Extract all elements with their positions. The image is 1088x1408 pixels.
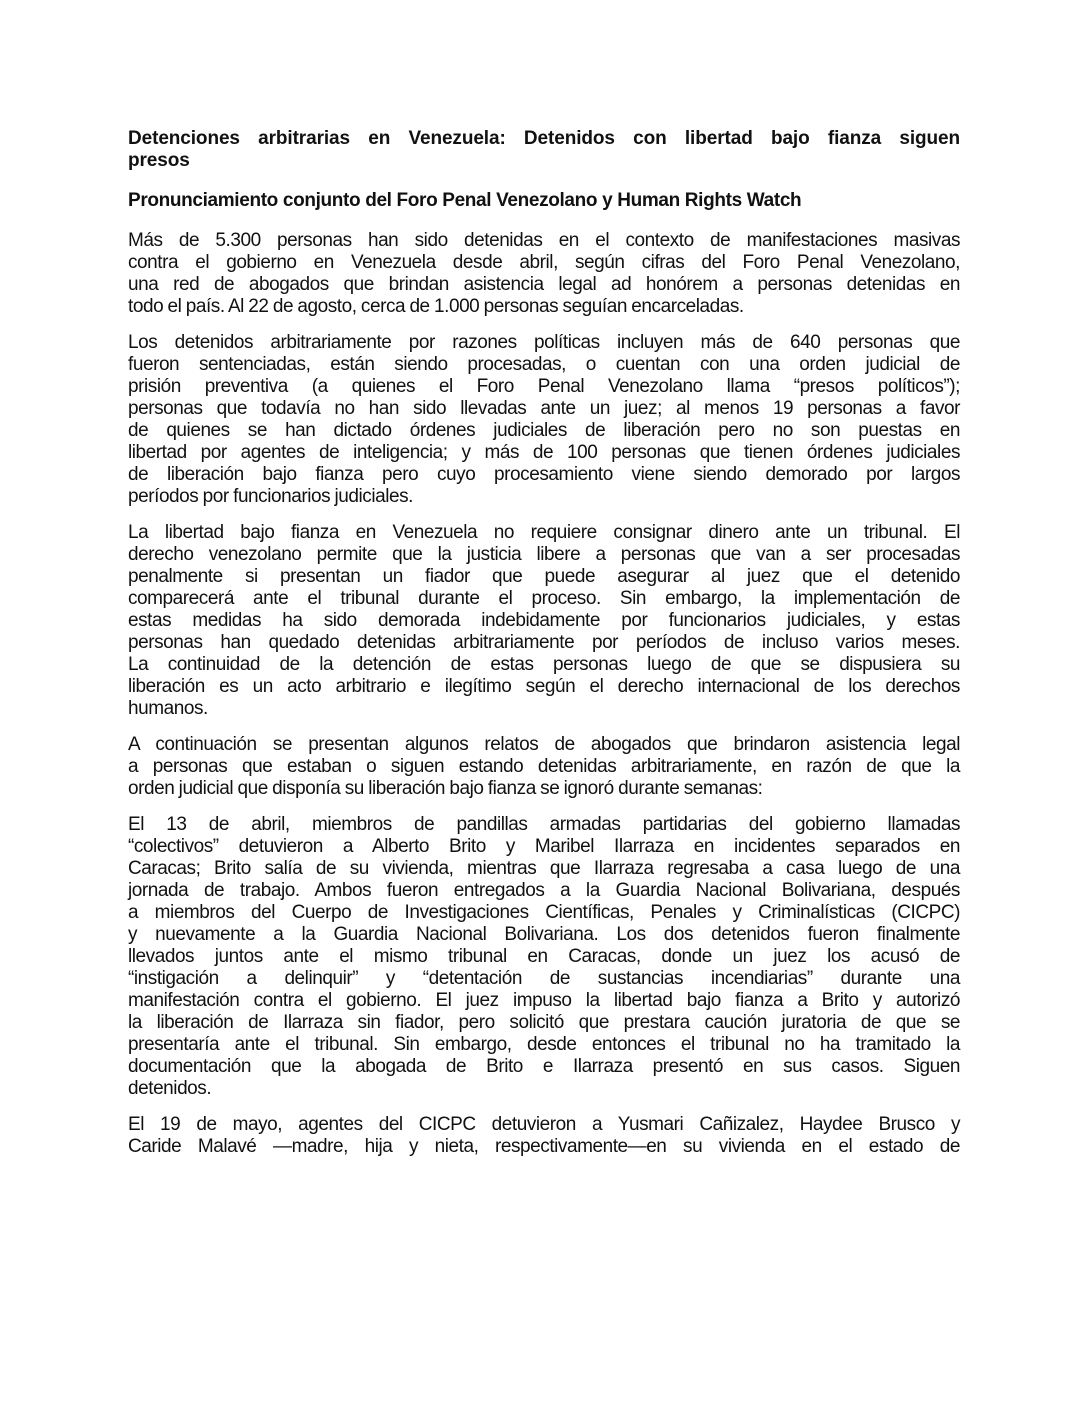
text-line: personas han quedado detenidas arbitrariamente por períodos de incluso varios meses. bbox=[128, 632, 960, 653]
paragraph-4 bbox=[128, 734, 960, 800]
text-line: períodos por funcionarios judiciales. bbox=[128, 486, 413, 507]
text-line: Los detenidos arbitrariamente por razones políticas incluyen más de 640 personas que bbox=[128, 332, 960, 353]
paragraph-6 bbox=[128, 1114, 960, 1158]
text-line: contra el gobierno en Venezuela desde abril, según cifras del Foro Penal Venezolano, bbox=[128, 252, 960, 273]
paragraph-1 bbox=[128, 230, 960, 318]
paragraph-3 bbox=[128, 522, 960, 720]
text-line: “instigación a delinquir” y “detentación de sustancias incendiarias” durante una bbox=[128, 968, 960, 989]
text-line: A continuación se presentan algunos relatos de abogados que brindaron asistencia legal bbox=[128, 734, 960, 755]
text-line: personas que todavía no han sido llevadas ante un juez; al menos 19 personas a favor bbox=[128, 398, 960, 419]
text-line: El 13 de abril, miembros de pandillas armadas partidarias del gobierno llamadas bbox=[128, 814, 960, 835]
text-line: penalmente si presentan un fiador que puede asegurar al juez que el detenido bbox=[128, 566, 960, 587]
text-line: El 19 de mayo, agentes del CICPC detuvieron a Yusmari Cañizalez, Haydee Brusco y bbox=[128, 1114, 960, 1135]
text-line: Más de 5.300 personas han sido detenidas en el contexto de manifestaciones masivas bbox=[128, 230, 960, 251]
text-line: presentaría ante el tribunal. Sin embargo, desde entonces el tribunal no ha tramitado la bbox=[128, 1034, 960, 1055]
text-line: llevados juntos ante el mismo tribunal en Caracas, donde un juez los acusó de bbox=[128, 946, 960, 967]
text-line: todo el país. Al 22 de agosto, cerca de 1.000 personas seguían encarceladas. bbox=[128, 296, 744, 317]
document-title bbox=[128, 128, 960, 172]
text-line: manifestación contra el gobierno. El juez impuso la libertad bajo fianza a Brito y autorizó bbox=[128, 990, 960, 1011]
text-line: fueron sentenciadas, están siendo procesadas, o cuentan con una orden judicial de bbox=[128, 354, 960, 375]
document-page bbox=[128, 128, 960, 1172]
text-line: documentación que la abogada de Brito e Ilarraza presentó en sus casos. Siguen bbox=[128, 1056, 960, 1077]
text-line: jornada de trabajo. Ambos fueron entregados a la Guardia Nacional Bolivariana, después bbox=[128, 880, 960, 901]
text-line: “colectivos” detuvieron a Alberto Brito y Maribel Ilarraza en incidentes separados en bbox=[128, 836, 960, 857]
text-line: prisión preventiva (a quienes el Foro Penal Venezolano llama “presos políticos”); bbox=[128, 376, 960, 397]
text-line: derecho venezolano permite que la justicia libere a personas que van a ser procesadas bbox=[128, 544, 960, 565]
text-line: a personas que estaban o siguen estando detenidas arbitrariamente, en razón de que la bbox=[128, 756, 960, 777]
text-line: una red de abogados que brindan asistencia legal ad honórem a personas detenidas en bbox=[128, 274, 960, 295]
paragraph-2 bbox=[128, 332, 960, 508]
text-line: liberación es un acto arbitrario e ilegítimo según el derecho internacional de los derechos bbox=[128, 676, 960, 697]
document-subtitle: Pronunciamiento conjunto del Foro Penal Venezolano y Human Rights Watch bbox=[128, 190, 802, 211]
text-line: Caride Malavé —madre, hija y nieta, respectivamente—en su vivienda en el estado de bbox=[128, 1136, 960, 1157]
text-line: estas medidas ha sido demorada indebidamente por funcionarios judiciales, y estas bbox=[128, 610, 960, 631]
text-line: La libertad bajo fianza en Venezuela no requiere consignar dinero ante un tribunal. El bbox=[128, 522, 960, 543]
text-line: orden judicial que disponía su liberación bajo fianza se ignoró durante semanas: bbox=[128, 778, 763, 799]
text-line: de quienes se han dictado órdenes judiciales de liberación pero no son puestas en bbox=[128, 420, 960, 441]
paragraph-5 bbox=[128, 814, 960, 1100]
text-line: la liberación de Ilarraza sin fiador, pero solicitó que prestara caución juratoria de que se bbox=[128, 1012, 960, 1033]
text-line: humanos. bbox=[128, 698, 208, 719]
text-line: detenidos. bbox=[128, 1078, 212, 1099]
title-line: Detenciones arbitrarias en Venezuela: Detenidos con libertad bajo fianza siguen bbox=[128, 128, 960, 149]
text-line: a miembros del Cuerpo de Investigaciones Científicas, Penales y Criminalísticas (CICPC) bbox=[128, 902, 960, 923]
text-line: comparecerá ante el tribunal durante el proceso. Sin embargo, la implementación de bbox=[128, 588, 960, 609]
text-line: y nuevamente a la Guardia Nacional Bolivariana. Los dos detenidos fueron finalmente bbox=[128, 924, 960, 945]
text-line: La continuidad de la detención de estas personas luego de que se dispusiera su bbox=[128, 654, 960, 675]
text-line: libertad por agentes de inteligencia; y más de 100 personas que tienen órdenes judiciales bbox=[128, 442, 960, 463]
title-line: presos bbox=[128, 150, 190, 171]
text-line: Caracas; Brito salía de su vivienda, mientras que Ilarraza regresaba a casa luego de una bbox=[128, 858, 960, 879]
text-line: de liberación bajo fianza pero cuyo procesamiento viene siendo demorado por largos bbox=[128, 464, 960, 485]
